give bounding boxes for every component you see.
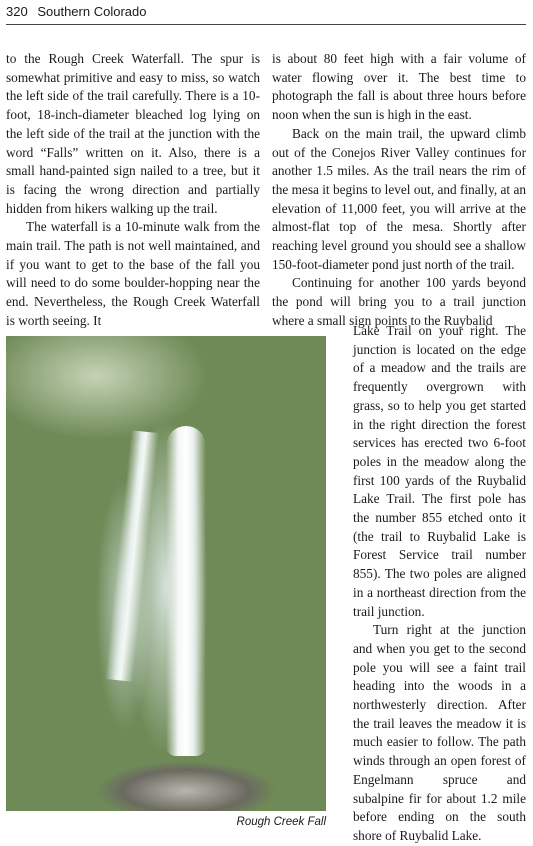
section-title: Southern Colorado [37,4,147,19]
waterfall-photo [6,336,326,811]
waterfall-main-stream [166,426,206,756]
right-column [272,50,526,331]
page-header [6,2,526,25]
paragraph: to the Rough Creek Waterfall. The spur is somewhat primitive and easy to miss, so watch the left side of the trail carefully. There is a 10-foot, 18-inch-diameter bleached log lying on the left side of the trail at the junction with the word “Falls” written on it. Also, there is a small hand-painted sign nailed to a tree, but it is facing the wrong direction and partially hidden from hikers walking up the trail. [6,51,260,216]
paragraph: The waterfall is a 10-minute walk from the main trail. The path is not well maintained, and if you want to get to the base of the fall you will need to do some boulder-hopping near the end. Nevertheless, the Rough Creek Waterfall is worth seeing. It [6,219,260,328]
photo-caption: Rough Creek Fall [236,816,326,828]
page-number: 320 [6,4,28,19]
paragraph: is about 80 feet high with a fair volume of water flowing over it. The best time to photograph the fall is about three hours before noon when the sun is high in the east. [272,51,526,123]
paragraph: Turn right at the junction and when you get to the second pole you will see a faint trail heading into the woods in a northwesterly direction. After the trail leaves the meadow it is much easier to follow. The path winds through an open forest of Engelmann spruce and subalpine fir for about 1.2 mile before ending on the south shore of Ruybalid Lake. [353,622,526,843]
paragraph: Back on the main trail, the upward climb out of the Conejos River Valley continues for another 1.5 miles. As the trail nears the rim of the mesa it begins to level out, and finally, at an elevation of 11,000 feet, you will arrive at the almost-flat top of the mesa. Shortly after reaching level ground you should see a shallow 150-foot-diameter pond just north of the trail. [272,125,526,272]
paragraph: Continuing for another 100 yards beyond the pond will bring you to a trail junction where a small sign points to the Ruybalid [272,275,526,328]
base-rocks [76,736,306,811]
left-column [6,50,260,331]
paragraph: Lake Trail on your right. The junction is located on the edge of a meadow and the trails are frequently overgrown with grass, so to help you get started in the right direction the forest services has erected two 6-foot poles in the meadow along the first 100 yards of the Ruybalid Lake Trail. The first pole has the number 855 etched onto it (the trail to Ruybalid Lake is Forest Service trail number 855). The two poles are aligned in a northeast direction from the trail junction. [353,323,526,619]
right-column-wrap [353,322,526,846]
waterfall-left-stream [105,430,159,682]
